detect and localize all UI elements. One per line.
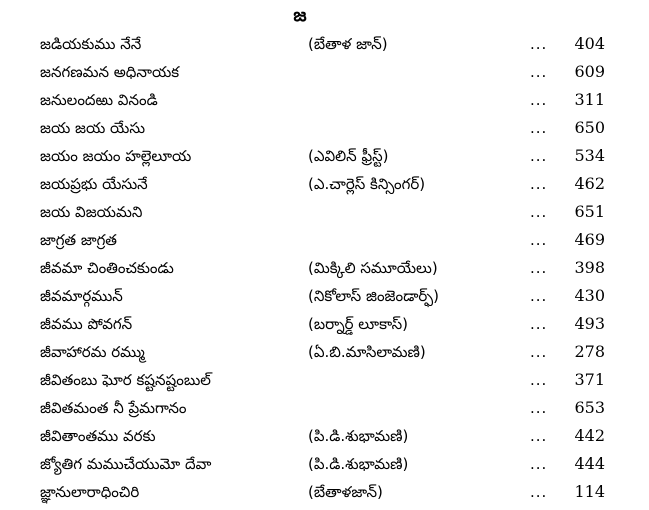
dot-leader: ...: [530, 399, 548, 417]
song-author: (నికోలాస్ జింజెండార్ఫ్): [308, 287, 439, 305]
song-author: (ఎ.చార్లెస్ కిన్సింగర్): [308, 175, 426, 193]
index-entry: [0, 170, 649, 198]
index-entry: [0, 338, 649, 366]
dot-leader: ...: [530, 63, 548, 81]
page-number: 534: [574, 146, 605, 165]
page-number: 609: [574, 62, 605, 81]
page-number: 653: [574, 398, 605, 417]
index-entry: [0, 394, 649, 422]
index-entry: [0, 142, 649, 170]
section-heading: జ: [293, 5, 307, 26]
song-title: జీవము పోవగన్: [40, 315, 133, 333]
song-title: జనగణమన అధినాయక: [40, 63, 180, 81]
song-author: (పి.డి.శుభామణి): [308, 455, 409, 473]
dot-leader: ...: [530, 147, 548, 165]
page-number: 462: [574, 174, 605, 193]
index-entry: [0, 366, 649, 394]
dot-leader: ...: [530, 287, 548, 305]
song-title: జయప్రభు యేసునే: [40, 175, 148, 193]
index-entry: [0, 58, 649, 86]
page-number: 404: [574, 34, 605, 53]
index-entry: [0, 254, 649, 282]
song-author: (పి.డి.శుభామణి): [308, 427, 409, 445]
song-title: జయ విజయమని: [40, 203, 143, 221]
dot-leader: ...: [530, 483, 548, 501]
index-entry: [0, 282, 649, 310]
song-title: జీవితాంతము వరకు: [40, 427, 156, 445]
page-number: 469: [574, 230, 605, 249]
index-entry: [0, 114, 649, 142]
page-number: 444: [574, 454, 605, 473]
page-number: 311: [574, 90, 605, 109]
index-entry: [0, 30, 649, 58]
song-title: జనులందఱు వినండి: [40, 91, 158, 109]
dot-leader: ...: [530, 371, 548, 389]
dot-leader: ...: [530, 427, 548, 445]
dot-leader: ...: [530, 35, 548, 53]
index-entry: [0, 450, 649, 478]
index-entry: [0, 226, 649, 254]
song-title: జడియకుము నేనే: [40, 35, 142, 53]
song-index-list: [0, 30, 649, 506]
dot-leader: ...: [530, 455, 548, 473]
song-author: (బేతాళజాన్): [308, 483, 383, 501]
index-entry: [0, 422, 649, 450]
song-author: (బర్నార్డ్ లూకాస్): [308, 315, 408, 333]
dot-leader: ...: [530, 343, 548, 361]
song-title: జ్యోతిగ మముచేయుమో దేవా: [40, 455, 212, 473]
dot-leader: ...: [530, 91, 548, 109]
page-number: 278: [574, 342, 605, 361]
song-author: (ఎవిలిన్ ఫ్రీస్ట్): [308, 147, 389, 165]
song-title: జీవమార్గమున్: [40, 287, 123, 305]
dot-leader: ...: [530, 231, 548, 249]
song-title: జీవాహారమ రమ్ము: [40, 343, 145, 361]
song-title: జ్ఞానులారాధించిరి: [40, 483, 140, 501]
dot-leader: ...: [530, 175, 548, 193]
page-number: 398: [574, 258, 605, 277]
dot-leader: ...: [530, 203, 548, 221]
dot-leader: ...: [530, 315, 548, 333]
song-title: జీవితంబు ఘోర కష్టనష్టంబుల్: [40, 371, 211, 389]
index-entry: [0, 478, 649, 506]
song-title: జాగ్రత జాగ్రత: [40, 231, 117, 249]
song-author: (బేతాళ జాన్): [308, 35, 388, 53]
song-title: జీవితమంత నీ ప్రేమగానం: [40, 399, 187, 417]
index-entry: [0, 310, 649, 338]
page-number: 651: [574, 202, 605, 221]
page-number: 442: [574, 426, 605, 445]
song-title: జీవమా చింతించకుండు: [40, 259, 174, 277]
index-entry: [0, 198, 649, 226]
dot-leader: ...: [530, 259, 548, 277]
page-number: 650: [574, 118, 605, 137]
page-number: 114: [574, 482, 605, 501]
index-entry: [0, 86, 649, 114]
song-title: జయం జయం హల్లెలూయ: [40, 147, 192, 165]
page-number: 493: [574, 314, 605, 333]
page-number: 371: [574, 370, 605, 389]
song-author: (ఏ.బి.మాసిలామణి): [308, 343, 426, 361]
song-title: జయ జయ యేసు: [40, 119, 146, 137]
page-number: 430: [574, 286, 605, 305]
song-author: (మిక్కిలి సమూయేలు): [308, 259, 438, 277]
dot-leader: ...: [530, 119, 548, 137]
